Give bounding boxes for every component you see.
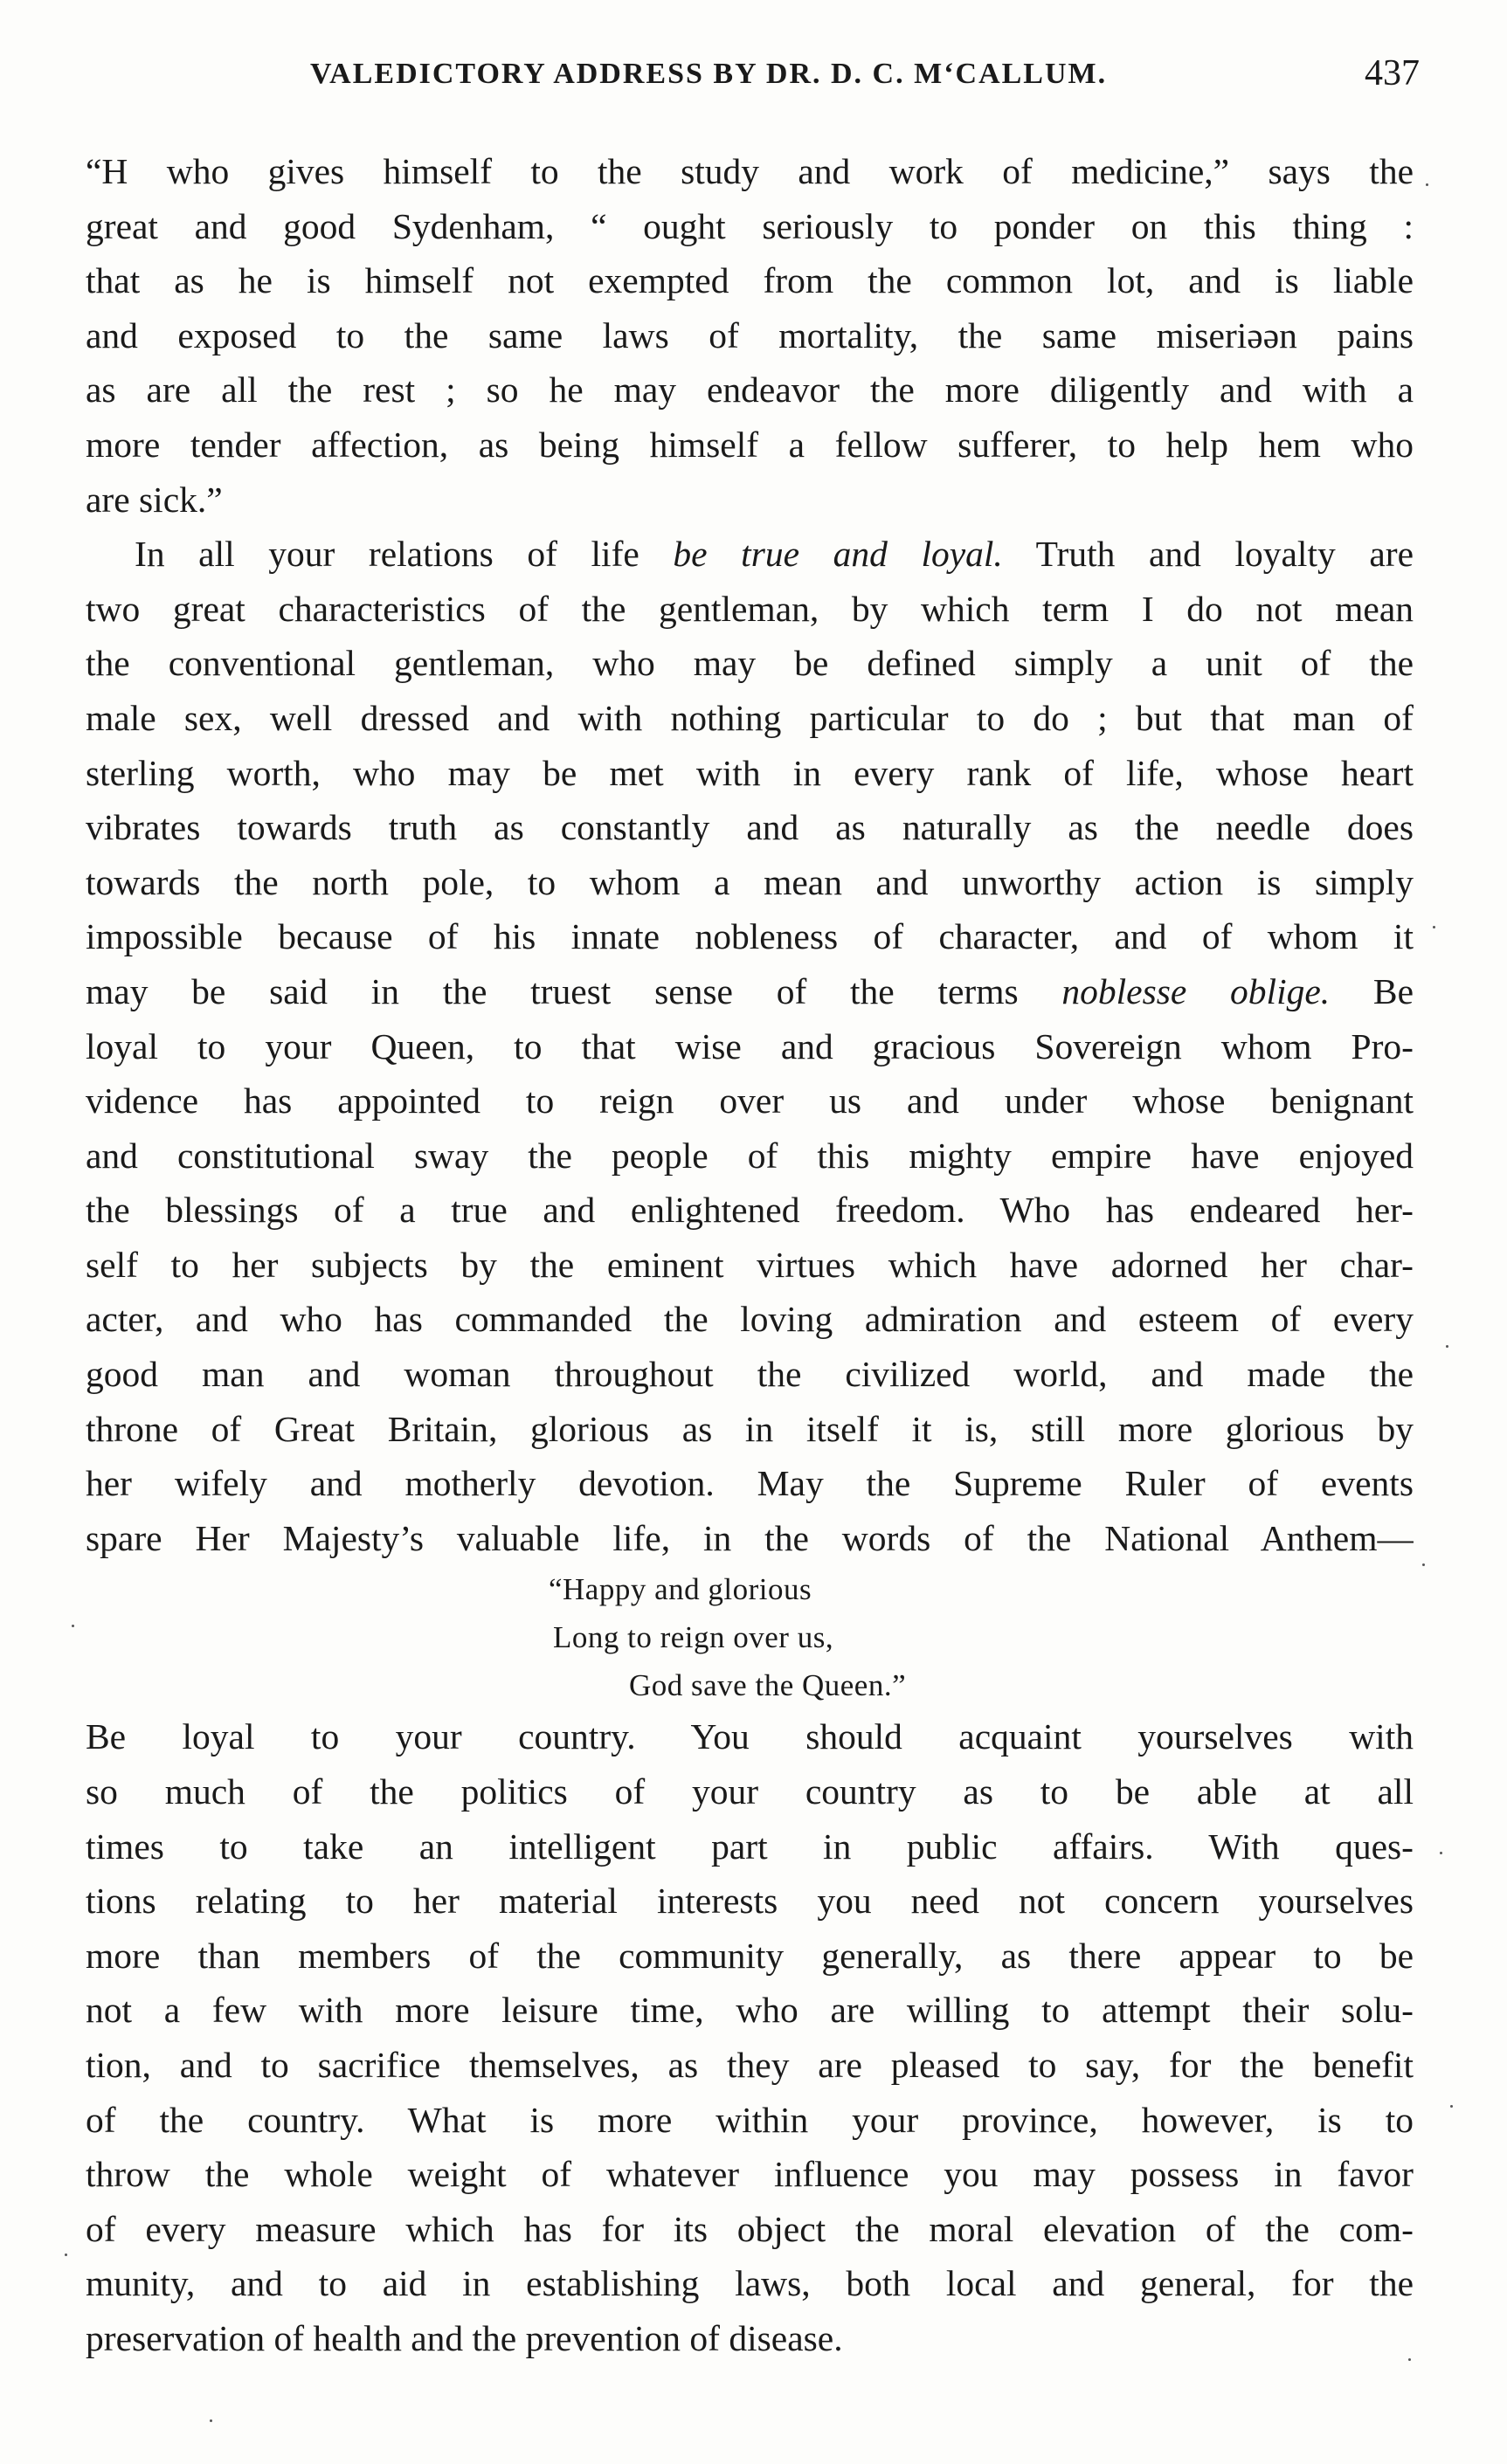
text-line: munity, and to aid in establishing laws, both local and general, for the [86, 2263, 1414, 2304]
italic-phrase: noblesse oblige. [1061, 970, 1331, 1011]
text-line: tions relating to her material interests you need not concern yourselves [86, 1881, 1414, 1922]
text-line: the conventional gentleman, who may be defined simply a unit of the [86, 643, 1414, 684]
paragraph-loyal-to-country [86, 1709, 1414, 2365]
text-line: and exposed to the same laws of mortality, the same miseriəən pains [86, 314, 1414, 355]
body-text [86, 144, 1414, 2366]
verse-line: Long to reign over us, [553, 1620, 834, 1655]
page-number: 437 [1365, 53, 1420, 93]
text-line: tion, and to sacrifice themselves, as they are pleased to say, for the benefit [86, 2045, 1414, 2085]
italic-phrase: be true and loyal. [673, 534, 1003, 575]
text-line: vibrates towards truth as constantly and as naturally as the needle does [86, 807, 1414, 848]
scan-speck [1426, 183, 1428, 186]
text-line: spare Her Majesty’s valuable life, in the words of the National Anthem— [86, 1517, 1414, 1558]
text-line: loyal to your Queen, to that wise and gracious Sovereign whom Pro- [86, 1025, 1414, 1066]
scan-speck [1433, 926, 1435, 928]
text-line [86, 964, 1414, 1019]
anthem-quote [86, 1565, 1414, 1709]
text-line: throw the whole weight of whatever influence you may possess in favor [86, 2154, 1414, 2195]
scan-speck [65, 2253, 67, 2256]
running-title: VALEDICTORY ADDRESS BY DR. D. C. M‘CALLUM. [310, 58, 1108, 90]
text-line: more tender affection, as being himself a fellow sufferer, to help hem who [86, 424, 1414, 465]
text-line: times to take an intelligent part in public affairs. With ques- [86, 1826, 1414, 1867]
scan-speck [72, 1625, 74, 1627]
scan-speck [1450, 2105, 1453, 2108]
paragraph-sydenham-quote [86, 144, 1414, 527]
text-line: throne of Great Britain, glorious as in itself it is, still more glorious by [86, 1408, 1414, 1449]
scan-speck [1440, 1852, 1442, 1854]
text-line: and constitutional sway the people of this mighty empire have enjoyed [86, 1135, 1414, 1176]
text-line: male sex, well dressed and with nothing particular to do ; but that man of [86, 697, 1414, 738]
text-line: more than members of the community generally, as there appear to be [86, 1935, 1414, 1976]
text-run: In all your relations of life [135, 534, 674, 575]
text-line: great and good Sydenham, “ ought seriously to ponder on this thing : [86, 205, 1414, 246]
text-line: so much of the politics of your country as to be able at all [86, 1771, 1414, 1812]
text-run: Truth and loyalty are [1002, 534, 1414, 575]
text-line: acter, and who has commanded the loving admiration and esteem of every [86, 1299, 1414, 1340]
scan-speck [1446, 1345, 1448, 1348]
text-line: that as he is himself not exempted from the common lot, and is liable [86, 260, 1414, 301]
text-line: are sick.” [86, 479, 223, 520]
text-line: self to her subjects by the eminent virtues which have adorned her char- [86, 1244, 1414, 1285]
text-run: Be [1330, 970, 1414, 1011]
verse-line: “Happy and glorious [549, 1572, 812, 1607]
text-line: not a few with more leisure time, who are willing to attempt their solu- [86, 1990, 1414, 2031]
paragraph-true-and-loyal [86, 527, 1414, 1565]
running-head [92, 53, 1420, 110]
text-line: towards the north pole, to whom a mean and unworthy action is simply [86, 861, 1414, 902]
scan-speck [1422, 1563, 1425, 1566]
text-line: “H who gives himself to the study and work of medicine,” says the [86, 151, 1414, 191]
text-line: of the country. What is more within your province, however, is to [86, 2099, 1414, 2140]
text-line: the blessings of a true and enlightened freedom. Who has endeared her- [86, 1190, 1414, 1231]
verse-line: God save the Queen.” [629, 1668, 907, 1703]
text-line: sterling worth, who may be met with in every rank of life, whose heart [86, 752, 1414, 793]
text-line: preservation of health and the prevention of disease. [86, 2317, 843, 2358]
scan-speck [210, 2419, 212, 2422]
text-line: good man and woman throughout the civilized world, and made the [86, 1354, 1414, 1395]
scan-speck [1408, 2358, 1411, 2361]
text-line: vidence has appointed to reign over us and under whose benignant [86, 1080, 1414, 1122]
text-line [86, 527, 1414, 582]
text-run: may be said in the truest sense of the terms [86, 970, 1062, 1011]
text-line: two great characteristics of the gentleman, by which term I do not mean [86, 588, 1414, 629]
text-line: Be loyal to your country. You should acquaint yourselves with [86, 1716, 1414, 1757]
text-line: her wifely and motherly devotion. May the Supreme Ruler of events [86, 1463, 1414, 1504]
text-line: as are all the rest ; so he may endeavor the more diligently and with a [86, 369, 1414, 411]
text-line: of every measure which has for its object the moral elevation of the com- [86, 2208, 1414, 2249]
text-line: impossible because of his innate nobleness of character, and of whom it [86, 916, 1414, 957]
